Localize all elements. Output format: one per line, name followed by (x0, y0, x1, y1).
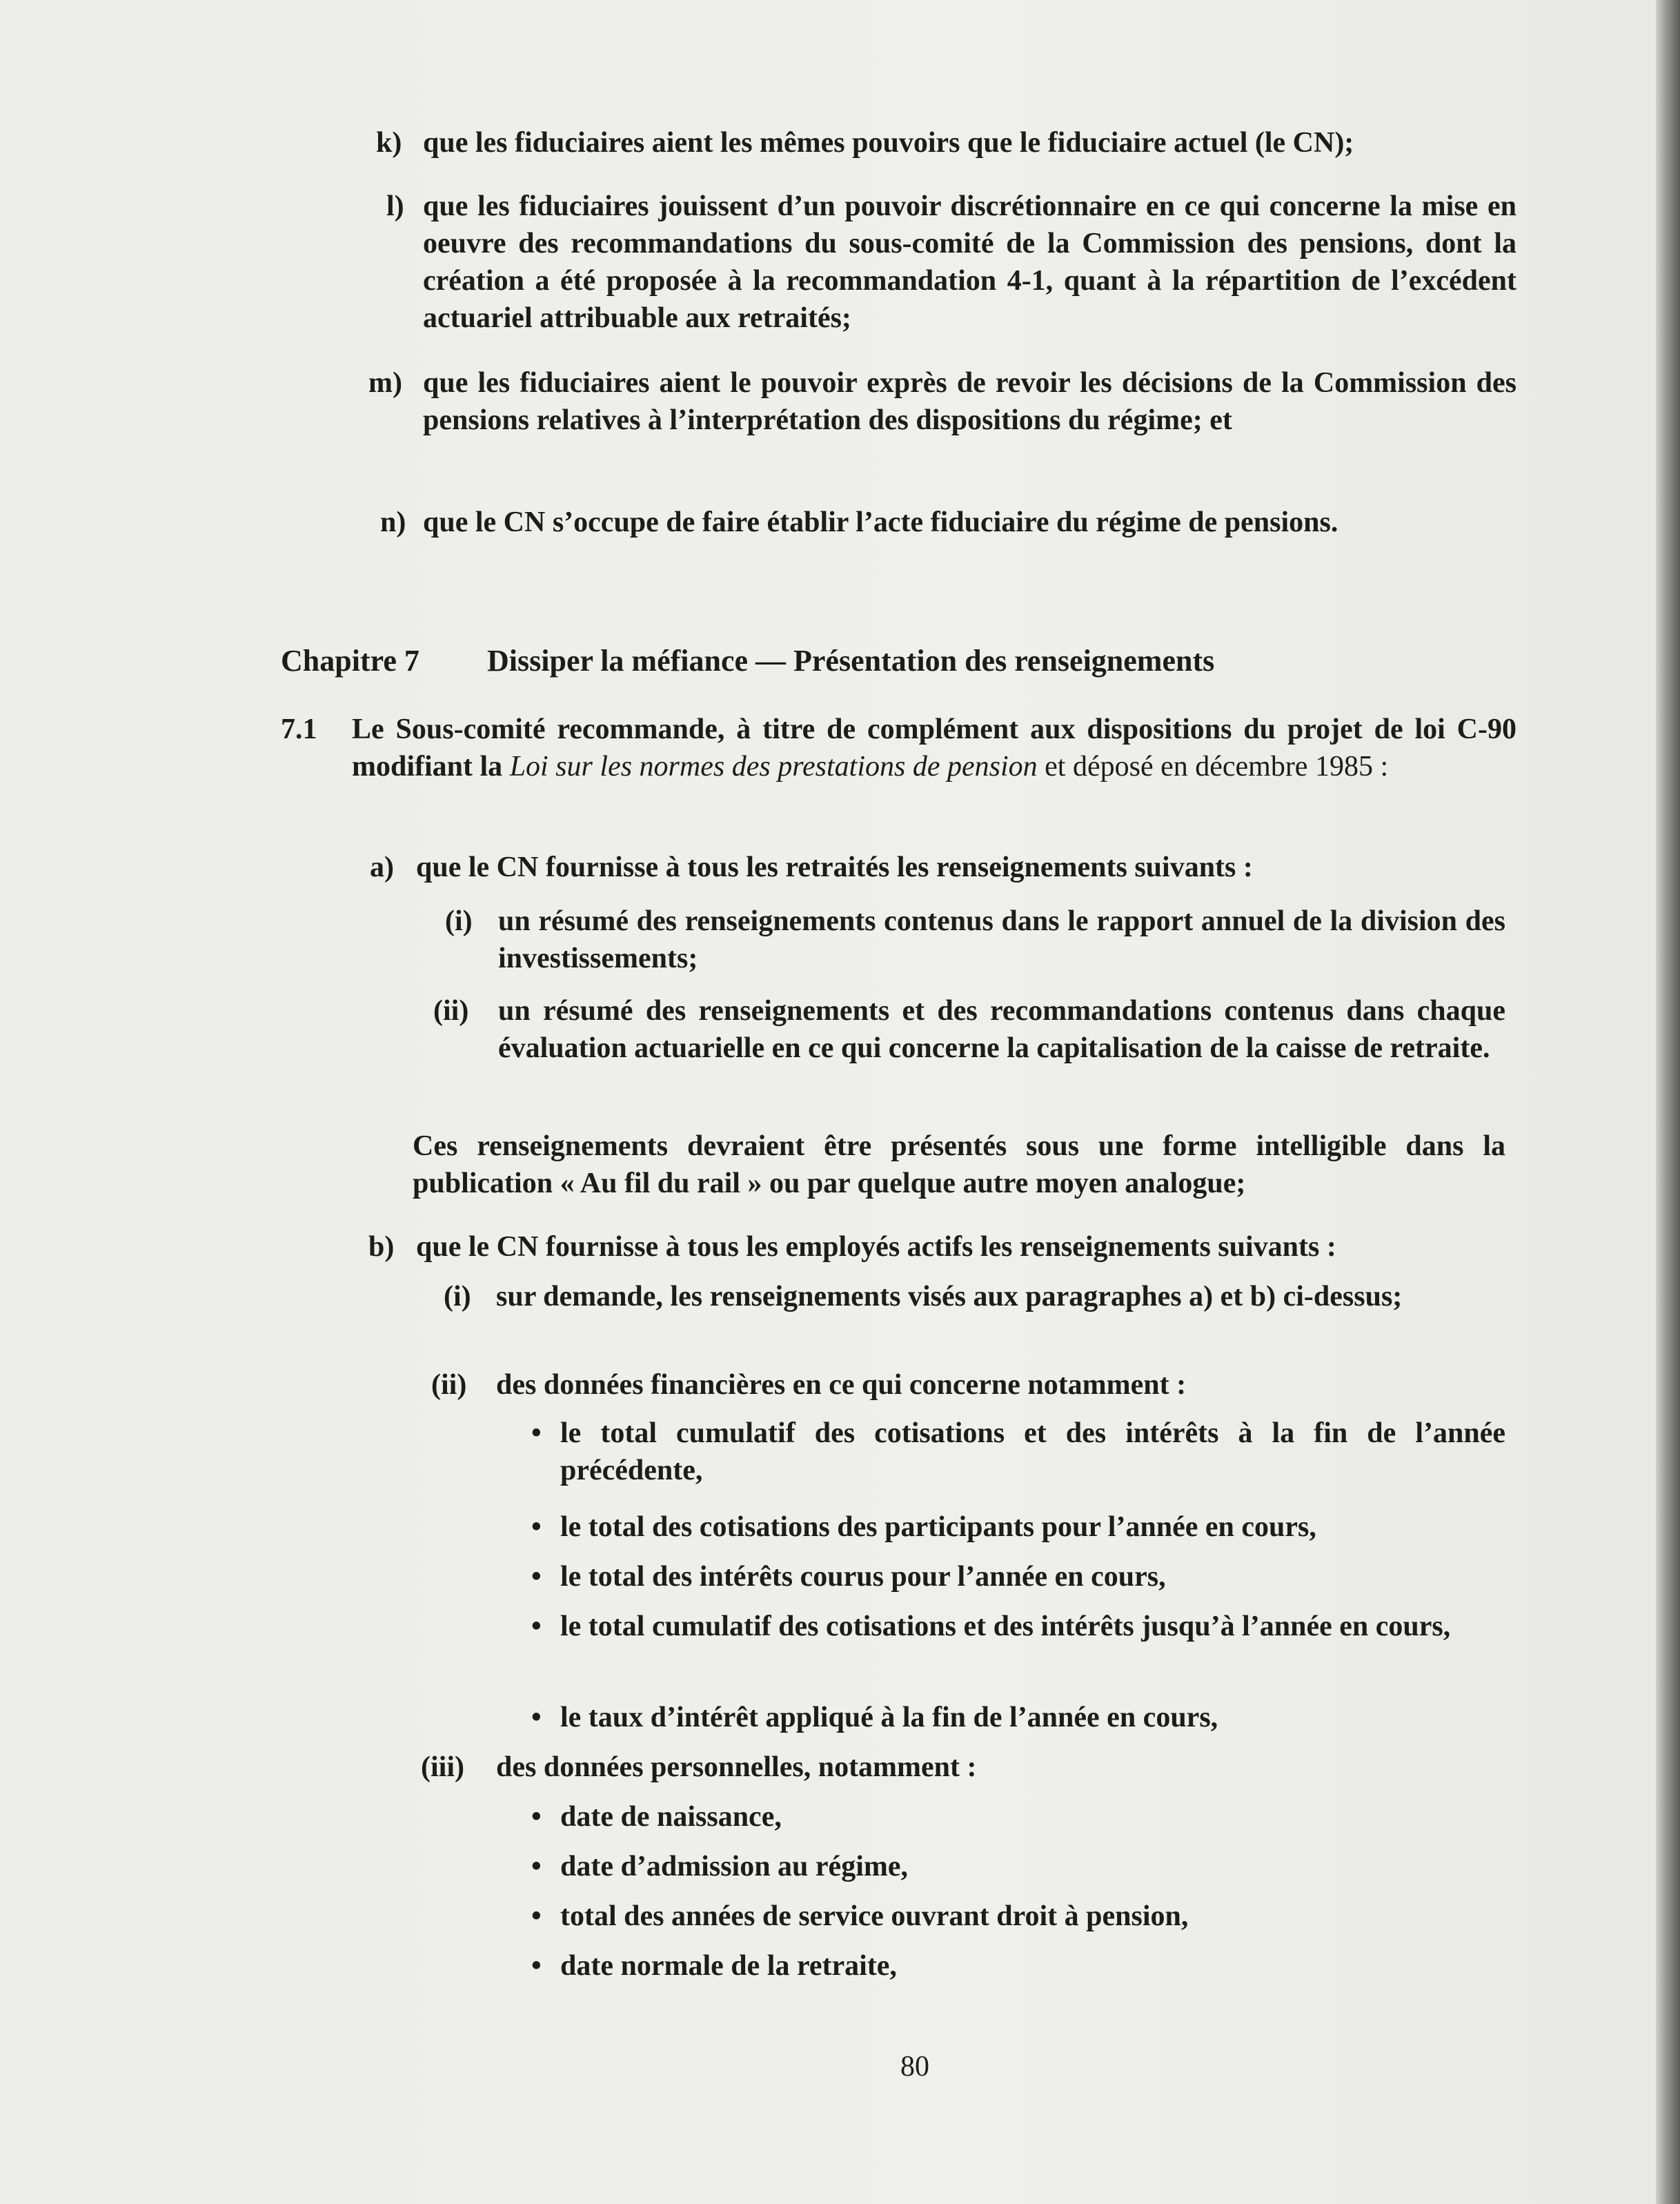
page-number: 80 (900, 2051, 929, 2083)
bullet-icon: • (531, 1851, 542, 1882)
bullet-icon: • (531, 1417, 542, 1449)
item-a-i-label: (i) (445, 905, 473, 937)
personal-bullet-2: date d’admission au régime, (560, 1851, 908, 1882)
item-a-ii-label: (ii) (433, 995, 469, 1027)
item-b-ii-label: (ii) (431, 1369, 467, 1401)
item-b-ii-text: des données financières en ce qui concerne notamment : (496, 1369, 1187, 1401)
bullet-icon: • (531, 1801, 542, 1833)
item-m-label: m) (368, 367, 402, 399)
recommendation-text-part2: et déposé en décembre 1985 : (1045, 751, 1389, 783)
item-b-i-label: (i) (444, 1281, 471, 1312)
recommendation-intro (352, 711, 1516, 785)
financial-bullet-1: le total cumulatif des cotisations et des intérêts à la fin de l’année précédente, (560, 1417, 1505, 1486)
item-b-iii-text: des données personnelles, notamment : (496, 1751, 977, 1783)
financial-bullet-5: le taux d’intérêt appliqué à la fin de l’année en cours, (560, 1702, 1218, 1733)
recommendation-text-part1: Le Sous-comité recommande, à titre de complément aux dispositions du projet de loi C-90 modifiant la (352, 714, 1516, 783)
personal-bullet-1: date de naissance, (560, 1801, 782, 1833)
item-n-label: n) (380, 506, 406, 538)
item-a-i-text: un résumé des renseignements contenus dans le rapport annuel de la division des investissements; (498, 905, 1505, 974)
bullet-icon: • (531, 1950, 542, 1982)
bullet-icon: • (531, 1702, 542, 1733)
item-b-label: b) (368, 1231, 395, 1263)
personal-bullet-3: total des années de service ouvrant droit à pension, (560, 1900, 1189, 1932)
recommendation-law-title: Loi sur les normes des prestations de pension (509, 751, 1038, 783)
item-k-label: k) (376, 127, 402, 159)
chapter-number: Chapitre 7 (281, 644, 419, 678)
item-b-text: que le CN fournisse à tous les employés actifs les renseignements suivants : (416, 1231, 1336, 1263)
item-b-iii-label: (iii) (421, 1751, 464, 1783)
bullet-icon: • (531, 1561, 542, 1593)
item-a-ii-text: un résumé des renseignements et des recommandations contenus dans chaque évaluation actuarielle en ce qui concerne la capitalisation de la caisse de retraite. (498, 995, 1505, 1064)
item-a-text: que le CN fournisse à tous les retraités les renseignements suivants : (416, 852, 1253, 883)
recommendation-number: 7.1 (281, 714, 317, 745)
item-k-text: que les fiduciaires aient les mêmes pouvoirs que le fiduciaire actuel (le CN); (423, 127, 1354, 159)
item-n-text: que le CN s’occupe de faire établir l’acte fiduciaire du régime de pensions. (423, 506, 1338, 538)
financial-bullet-4: le total cumulatif des cotisations et des intérêts jusqu’à l’année en cours, (560, 1611, 1451, 1642)
financial-bullet-3: le total des intérêts courus pour l’année en cours, (560, 1561, 1166, 1593)
chapter-title: Dissiper la méfiance — Présentation des renseignements (487, 644, 1215, 678)
item-b-i-text: sur demande, les renseignements visés aux paragraphes a) et b) ci-dessus; (496, 1281, 1403, 1312)
item-a-note: Ces renseignements devraient être présentés sous une forme intelligible dans la publication « Au fil du rail » ou par quelque autre moyen analogue; (413, 1130, 1505, 1199)
bullet-icon: • (531, 1511, 542, 1543)
bullet-icon: • (531, 1900, 542, 1932)
personal-bullet-4: date normale de la retraite, (560, 1950, 897, 1982)
item-l-text: que les fiduciaires jouissent d’un pouvoir discrétionnaire en ce qui concerne la mise en oeuvre des recommandations du sous-comité de la Commission des pensions, dont la création a été proposée à la recommandation 4-1, quant à la répartition de l’excédent actuariel attribuable aux retraités; (423, 190, 1516, 334)
bullet-icon: • (531, 1611, 542, 1642)
item-l-label: l) (386, 190, 404, 222)
page-edge-shadow (1656, 0, 1680, 2204)
financial-bullet-2: le total des cotisations des participants pour l’année en cours, (560, 1511, 1316, 1543)
item-m-text: que les fiduciaires aient le pouvoir exprès de revoir les décisions de la Commission des pensions relatives à l’interprétation des dispositions du régime; et (423, 367, 1516, 436)
item-a-label: a) (370, 852, 394, 883)
